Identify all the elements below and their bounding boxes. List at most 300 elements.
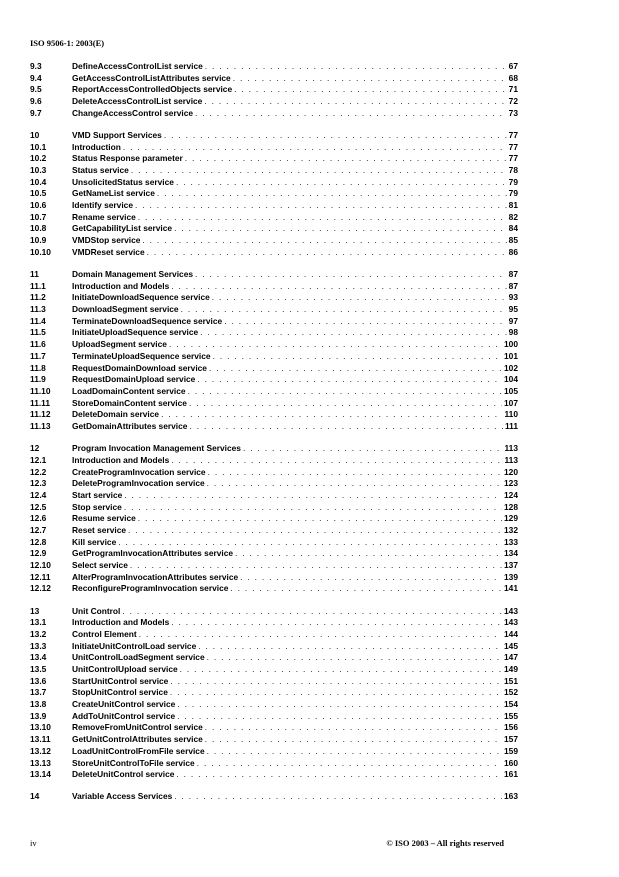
toc-entry-page: 161 — [504, 769, 518, 780]
toc-entry-number: 10.2 — [30, 153, 47, 164]
toc-entry-title: CreateProgramInvocation service — [72, 466, 206, 477]
toc-entry[interactable] — [30, 617, 518, 629]
toc-entry-title: GetProgramInvocationAttributes service — [72, 548, 234, 559]
toc-dot-leader — [189, 421, 503, 433]
toc-entry-page: 77 — [508, 153, 518, 164]
toc-entry-title: InitiateUploadSequence service — [72, 327, 199, 338]
toc-dot-leader — [138, 212, 507, 224]
toc-entry-page: 100 — [504, 339, 518, 350]
toc-entry-number: 10.6 — [30, 200, 47, 211]
toc-entry-number: 11.6 — [30, 339, 46, 350]
toc-entry-title: GetUnitControlAttributes service — [72, 734, 203, 745]
toc-entry[interactable] — [30, 73, 518, 85]
toc-entry[interactable] — [30, 130, 518, 142]
toc-dot-leader — [205, 722, 502, 734]
toc-entry[interactable] — [30, 351, 518, 363]
toc-entry-number: 10.3 — [30, 165, 47, 175]
toc-entry-page: 124 — [504, 489, 518, 500]
toc-dot-leader — [205, 734, 502, 746]
toc-entry-title: Select service — [72, 560, 128, 570]
toc-dot-leader — [208, 467, 502, 479]
toc-dot-leader — [176, 769, 502, 781]
toc-dot-leader — [170, 687, 502, 699]
toc-entry-page: 79 — [508, 188, 518, 199]
toc-entry-title: DeleteUnitControl service — [72, 769, 175, 780]
toc-entry[interactable] — [30, 223, 518, 235]
toc-entry-number: 12 — [30, 443, 40, 454]
toc-dot-leader — [240, 572, 502, 584]
toc-entry-title: DeleteAccessControlList service — [72, 96, 203, 107]
toc-entry-page: 86 — [508, 246, 518, 257]
toc-entry-page: 93 — [508, 292, 518, 303]
toc-entry-page: 82 — [508, 211, 518, 222]
toc-entry-number: 13.6 — [30, 675, 47, 686]
toc-entry-number: 12.5 — [30, 501, 47, 512]
toc-entry-page: 85 — [508, 235, 518, 246]
toc-entry-page: 68 — [508, 72, 518, 83]
toc-entry-page: 73 — [508, 107, 518, 118]
toc-entry-title: InitiateUnitControlLoad service — [72, 640, 197, 651]
toc-entry-number: 10.5 — [30, 188, 47, 199]
toc-entry-title: LoadUnitControlFromFile service — [72, 745, 205, 756]
toc-entry-number: 12.9 — [30, 548, 47, 559]
toc-entry-title: UploadSegment service — [72, 339, 167, 350]
toc-dot-leader — [124, 490, 502, 502]
toc-entry-number: 10.9 — [30, 235, 47, 246]
copyright-notice: © ISO 2003 – All rights reserved — [386, 838, 504, 848]
toc-entry-number: 11.8 — [30, 362, 46, 373]
toc-entry[interactable] — [30, 734, 518, 746]
toc-entry[interactable] — [30, 153, 518, 165]
toc-entry-page: 155 — [504, 710, 518, 721]
toc-entry[interactable] — [30, 165, 518, 177]
toc-entry-page: 87 — [508, 280, 518, 291]
toc-entry-number: 10 — [30, 129, 40, 140]
toc-entry-page: 160 — [504, 757, 518, 768]
toc-entry[interactable] — [30, 560, 518, 572]
toc-entry-number: 12.12 — [30, 583, 51, 594]
toc-entry-title: StoreUnitControlToFile service — [72, 757, 195, 768]
toc-dot-leader — [176, 177, 507, 189]
toc-entry[interactable] — [30, 467, 518, 479]
toc-entry-page: 143 — [504, 617, 518, 628]
toc-entry-title: Stop service — [72, 501, 122, 512]
toc-dot-leader — [131, 165, 507, 177]
toc-dot-leader — [157, 188, 507, 200]
toc-entry-title: Reset service — [72, 524, 127, 535]
section-gap — [30, 119, 518, 130]
toc-entry-number: 13.10 — [30, 722, 51, 733]
toc-entry[interactable] — [30, 177, 518, 189]
toc-entry-page: 139 — [504, 571, 518, 582]
toc-entry[interactable] — [30, 409, 518, 421]
toc-entry-number: 12.7 — [30, 524, 47, 535]
toc-entry[interactable] — [30, 235, 518, 247]
toc-entry-title: Identify service — [72, 200, 133, 211]
toc-entry-title: GetCapabilityList service — [72, 223, 173, 234]
toc-dot-leader — [139, 629, 502, 641]
toc-entry-title: LoadDomainContent service — [72, 385, 186, 396]
toc-dot-leader — [147, 247, 507, 259]
toc-entry-number: 10.8 — [30, 223, 47, 234]
toc-dot-leader — [124, 502, 502, 514]
toc-entry-page: 137 — [504, 560, 518, 570]
toc-entry-page: 104 — [504, 374, 518, 385]
toc-entry-title: RemoveFromUnitControl service — [72, 722, 203, 733]
toc-entry-page: 79 — [508, 176, 518, 187]
toc-dot-leader — [128, 525, 502, 537]
toc-entry-number: 13.8 — [30, 699, 47, 710]
section-gap — [30, 433, 518, 444]
table-of-contents — [30, 61, 518, 803]
toc-entry-number: 10.7 — [30, 211, 47, 222]
toc-entry[interactable] — [30, 316, 518, 328]
toc-entry-page: 102 — [504, 362, 518, 373]
toc-dot-leader — [185, 153, 507, 165]
toc-entry[interactable] — [30, 572, 518, 584]
section-gap — [30, 259, 518, 270]
toc-entry-number: 9.7 — [30, 107, 42, 118]
toc-entry[interactable] — [30, 513, 518, 525]
toc-entry-title: TerminateUploadSequence service — [72, 350, 211, 361]
toc-entry-page: 132 — [504, 524, 518, 535]
toc-entry-title: VMDReset service — [72, 246, 145, 257]
toc-entry-page: 72 — [508, 96, 518, 107]
toc-entry-number: 11.2 — [30, 292, 46, 303]
toc-entry-number: 11.9 — [30, 374, 46, 385]
toc-entry[interactable] — [30, 652, 518, 664]
toc-entry[interactable] — [30, 374, 518, 386]
toc-entry-title: DeleteProgramInvocation service — [72, 478, 205, 489]
toc-entry[interactable] — [30, 200, 518, 212]
toc-dot-leader — [205, 61, 507, 73]
toc-entry[interactable] — [30, 641, 518, 653]
toc-dot-leader — [189, 398, 502, 410]
toc-entry-title: VMD Support Services — [72, 129, 162, 140]
toc-entry[interactable] — [30, 398, 518, 410]
toc-dot-leader — [200, 327, 507, 339]
section-gap — [30, 595, 518, 606]
toc-dot-leader — [177, 699, 502, 711]
toc-entry-page: 129 — [504, 513, 518, 524]
toc-entry-title: DownloadSegment service — [72, 304, 179, 315]
toc-entry-title: Control Element — [72, 628, 137, 639]
toc-dot-leader — [212, 292, 507, 304]
toc-entry-number: 10.1 — [30, 141, 47, 152]
toc-dot-leader — [207, 478, 502, 490]
toc-entry-title: UnsolicitedStatus service — [72, 176, 174, 187]
toc-entry[interactable] — [30, 722, 518, 734]
toc-entry-title: Unit Control — [72, 605, 121, 616]
toc-dot-leader — [174, 791, 502, 803]
toc-entry[interactable] — [30, 629, 518, 641]
toc-entry-page: 71 — [508, 84, 518, 95]
toc-dot-leader — [209, 363, 502, 375]
toc-entry-title: Rename service — [72, 211, 136, 222]
toc-dot-leader — [122, 606, 502, 618]
toc-entry[interactable] — [30, 583, 518, 595]
toc-dot-leader — [138, 513, 502, 525]
toc-entry-page: 145 — [504, 640, 518, 651]
toc-entry[interactable] — [30, 142, 518, 154]
toc-entry-number: 9.3 — [30, 61, 42, 71]
toc-entry-title: GetDomainAttributes service — [72, 420, 188, 431]
toc-entry[interactable] — [30, 664, 518, 676]
toc-entry-title: Start service — [72, 489, 123, 500]
toc-entry[interactable] — [30, 247, 518, 259]
toc-dot-leader — [213, 351, 502, 363]
toc-entry-number: 10.4 — [30, 176, 47, 187]
toc-entry-page: 77 — [508, 141, 518, 152]
toc-dot-leader — [197, 758, 502, 770]
toc-dot-leader — [180, 664, 502, 676]
toc-entry-page: 143 — [504, 605, 518, 616]
toc-entry-number: 14 — [30, 791, 40, 802]
toc-dot-leader — [233, 73, 507, 85]
toc-entry-page: 105 — [504, 385, 518, 396]
toc-entry-number: 11.12 — [30, 409, 51, 420]
toc-entry-page: 97 — [508, 315, 518, 326]
toc-entry-page: 110 — [504, 409, 518, 420]
page-number: iv — [30, 838, 37, 848]
toc-entry-number: 9.6 — [30, 96, 42, 107]
toc-entry[interactable] — [30, 769, 518, 781]
toc-entry-page: 87 — [508, 269, 518, 279]
toc-dot-leader — [188, 386, 502, 398]
toc-dot-leader — [177, 711, 502, 723]
toc-entry-title: Introduction — [72, 141, 121, 152]
toc-entry-title: Program Invocation Management Services — [72, 443, 241, 454]
toc-dot-leader — [195, 108, 507, 120]
toc-entry-page: 144 — [504, 628, 518, 639]
toc-entry-number: 11.3 — [30, 304, 46, 315]
toc-entry[interactable] — [30, 758, 518, 770]
toc-entry[interactable] — [30, 490, 518, 502]
toc-entry-number: 11 — [30, 269, 39, 279]
toc-dot-leader — [171, 617, 502, 629]
toc-dot-leader — [207, 746, 502, 758]
toc-entry-page: 133 — [504, 536, 518, 547]
toc-entry-page: 67 — [508, 61, 518, 71]
toc-entry[interactable] — [30, 292, 518, 304]
toc-entry[interactable] — [30, 339, 518, 351]
toc-entry-number: 9.5 — [30, 84, 42, 95]
toc-entry-page: 154 — [504, 699, 518, 710]
toc-entry-page: 84 — [508, 223, 518, 234]
toc-dot-leader — [164, 130, 507, 142]
toc-entry-page: 78 — [508, 165, 518, 175]
toc-entry-page: 134 — [504, 548, 518, 559]
toc-entry[interactable] — [30, 84, 518, 96]
toc-entry[interactable] — [30, 699, 518, 711]
toc-entry-title: ChangeAccessControl service — [72, 107, 194, 118]
toc-entry-page: 157 — [504, 734, 518, 745]
toc-entry-title: ReportAccessControlledObjects service — [72, 84, 233, 95]
toc-entry-page: 123 — [504, 478, 518, 489]
toc-entry-number: 12.10 — [30, 560, 51, 570]
toc-entry-number: 11.11 — [30, 397, 51, 408]
toc-entry-page: 151 — [504, 675, 518, 686]
toc-entry[interactable] — [30, 548, 518, 560]
toc-dot-leader — [243, 443, 503, 455]
toc-dot-leader — [171, 455, 502, 467]
toc-entry-number: 13.11 — [30, 734, 51, 745]
toc-entry-page: 95 — [508, 304, 518, 315]
toc-entry[interactable] — [30, 304, 518, 316]
toc-entry-title: AddToUnitControl service — [72, 710, 176, 721]
toc-dot-leader — [204, 96, 506, 108]
toc-entry-page: 156 — [504, 722, 518, 733]
toc-entry-title: Domain Management Services — [72, 269, 194, 279]
toc-entry[interactable] — [30, 676, 518, 688]
toc-entry-title: StoreDomainContent service — [72, 397, 187, 408]
toc-entry[interactable] — [30, 455, 518, 467]
toc-entry-page: 101 — [504, 350, 518, 361]
toc-entry[interactable] — [30, 212, 518, 224]
toc-dot-leader — [197, 374, 502, 386]
toc-entry[interactable] — [30, 281, 518, 293]
toc-dot-leader — [142, 235, 506, 247]
toc-entry[interactable] — [30, 606, 518, 618]
toc-entry-number: 13.5 — [30, 664, 47, 674]
toc-entry-page: 113 — [504, 443, 518, 454]
toc-entry-title: Status service — [72, 165, 129, 175]
toc-entry[interactable] — [30, 386, 518, 398]
toc-entry-title: InitiateDownloadSequence service — [72, 292, 210, 303]
toc-entry[interactable] — [30, 478, 518, 490]
toc-entry-title: GetAccessControlListAttributes service — [72, 72, 231, 83]
toc-entry-number: 12.1 — [30, 454, 47, 465]
toc-dot-leader — [135, 200, 507, 212]
toc-entry-title: StopUnitControl service — [72, 687, 168, 698]
toc-entry-page: 107 — [504, 397, 518, 408]
toc-entry-number: 13.14 — [30, 769, 51, 780]
toc-entry[interactable] — [30, 188, 518, 200]
toc-entry[interactable] — [30, 537, 518, 549]
toc-dot-leader — [130, 560, 502, 572]
document-header: ISO 9506-1: 2003(E) — [30, 38, 105, 48]
toc-entry[interactable] — [30, 108, 518, 120]
toc-dot-leader — [207, 652, 502, 664]
toc-entry-title: DefineAccessControlList service — [72, 61, 203, 71]
toc-entry-page: 113 — [504, 454, 518, 465]
toc-dot-leader — [195, 269, 507, 281]
toc-entry-title: UnitControlUpload service — [72, 664, 178, 674]
toc-dot-leader — [170, 676, 502, 688]
toc-entry-title: Status Response parameter — [72, 153, 183, 164]
toc-entry[interactable] — [30, 502, 518, 514]
toc-entry-title: AlterProgramInvocationAttributes service — [72, 571, 239, 582]
toc-dot-leader — [224, 316, 506, 328]
toc-entry[interactable] — [30, 525, 518, 537]
toc-entry[interactable] — [30, 96, 518, 108]
toc-entry-title: Introduction and Models — [72, 280, 170, 291]
toc-entry[interactable] — [30, 443, 518, 455]
toc-entry[interactable] — [30, 269, 518, 281]
toc-entry[interactable] — [30, 687, 518, 699]
toc-entry[interactable] — [30, 421, 518, 433]
toc-entry-number: 12.6 — [30, 513, 47, 524]
toc-entry-number: 13.1 — [30, 617, 47, 628]
toc-dot-leader — [230, 583, 502, 595]
toc-dot-leader — [235, 548, 502, 560]
toc-entry-number: 12.8 — [30, 536, 47, 547]
toc-entry-title: UnitControlLoadSegment service — [72, 652, 205, 663]
toc-entry-title: RequestDomainUpload service — [72, 374, 196, 385]
toc-dot-leader — [123, 142, 507, 154]
toc-entry-title: Resume service — [72, 513, 136, 524]
toc-entry-title: Introduction and Models — [72, 454, 170, 465]
toc-dot-leader — [174, 223, 507, 235]
toc-entry-page: 77 — [508, 129, 518, 140]
toc-entry-title: GetNameList service — [72, 188, 155, 199]
toc-entry-title: ReconfigureProgramInvocation service — [72, 583, 229, 594]
toc-dot-leader — [234, 84, 507, 96]
toc-entry-number: 12.3 — [30, 478, 47, 489]
toc-entry-number: 13.12 — [30, 745, 51, 756]
toc-entry-page: 147 — [504, 652, 518, 663]
toc-entry-number: 13 — [30, 605, 40, 616]
toc-dot-leader — [169, 339, 502, 351]
toc-entry-number: 13.7 — [30, 687, 47, 698]
toc-entry-number: 9.4 — [30, 72, 42, 83]
toc-entry-title: TerminateDownloadSequence service — [72, 315, 223, 326]
toc-entry-page: 128 — [504, 501, 518, 512]
toc-entry[interactable] — [30, 746, 518, 758]
toc-entry-number: 11.4 — [30, 315, 46, 326]
toc-entry-number: 11.10 — [30, 385, 51, 396]
toc-entry-page: 159 — [504, 745, 518, 756]
toc-entry-title: Variable Access Services — [72, 791, 173, 802]
toc-entry[interactable] — [30, 363, 518, 375]
toc-entry[interactable] — [30, 327, 518, 339]
toc-dot-leader — [118, 537, 502, 549]
toc-entry[interactable] — [30, 61, 518, 73]
toc-entry-page: 163 — [504, 791, 518, 802]
toc-entry-number: 13.3 — [30, 640, 47, 651]
toc-entry-number: 13.9 — [30, 710, 47, 721]
toc-entry-page: 81 — [508, 200, 518, 211]
toc-dot-leader — [171, 281, 506, 293]
toc-dot-leader — [198, 641, 502, 653]
toc-entry-title: Kill service — [72, 536, 117, 547]
toc-entry-title: DeleteDomain service — [72, 409, 160, 420]
toc-entry-number: 13.13 — [30, 757, 51, 768]
toc-entry-title: RequestDomainDownload service — [72, 362, 207, 373]
toc-entry-page: 120 — [504, 466, 518, 477]
toc-entry-number: 11.5 — [30, 327, 46, 338]
toc-dot-leader — [161, 409, 502, 421]
toc-entry-page: 98 — [508, 327, 518, 338]
toc-entry-page: 149 — [504, 664, 518, 674]
toc-entry-number: 11.7 — [30, 350, 46, 361]
toc-entry-number: 11.1 — [30, 280, 46, 291]
toc-entry-number: 12.11 — [30, 571, 51, 582]
section-gap — [30, 781, 518, 792]
toc-entry-title: CreateUnitControl service — [72, 699, 176, 710]
toc-entry[interactable] — [30, 711, 518, 723]
toc-entry-page: 152 — [504, 687, 518, 698]
toc-entry-page: 111 — [504, 420, 518, 431]
toc-entry-number: 13.2 — [30, 628, 47, 639]
toc-entry[interactable] — [30, 791, 518, 803]
toc-entry-title: Introduction and Models — [72, 617, 170, 628]
toc-entry-number: 10.10 — [30, 246, 51, 257]
toc-dot-leader — [181, 304, 507, 316]
toc-entry-number: 11.13 — [30, 420, 51, 431]
toc-entry-title: VMDStop service — [72, 235, 141, 246]
toc-entry-number: 12.4 — [30, 489, 47, 500]
